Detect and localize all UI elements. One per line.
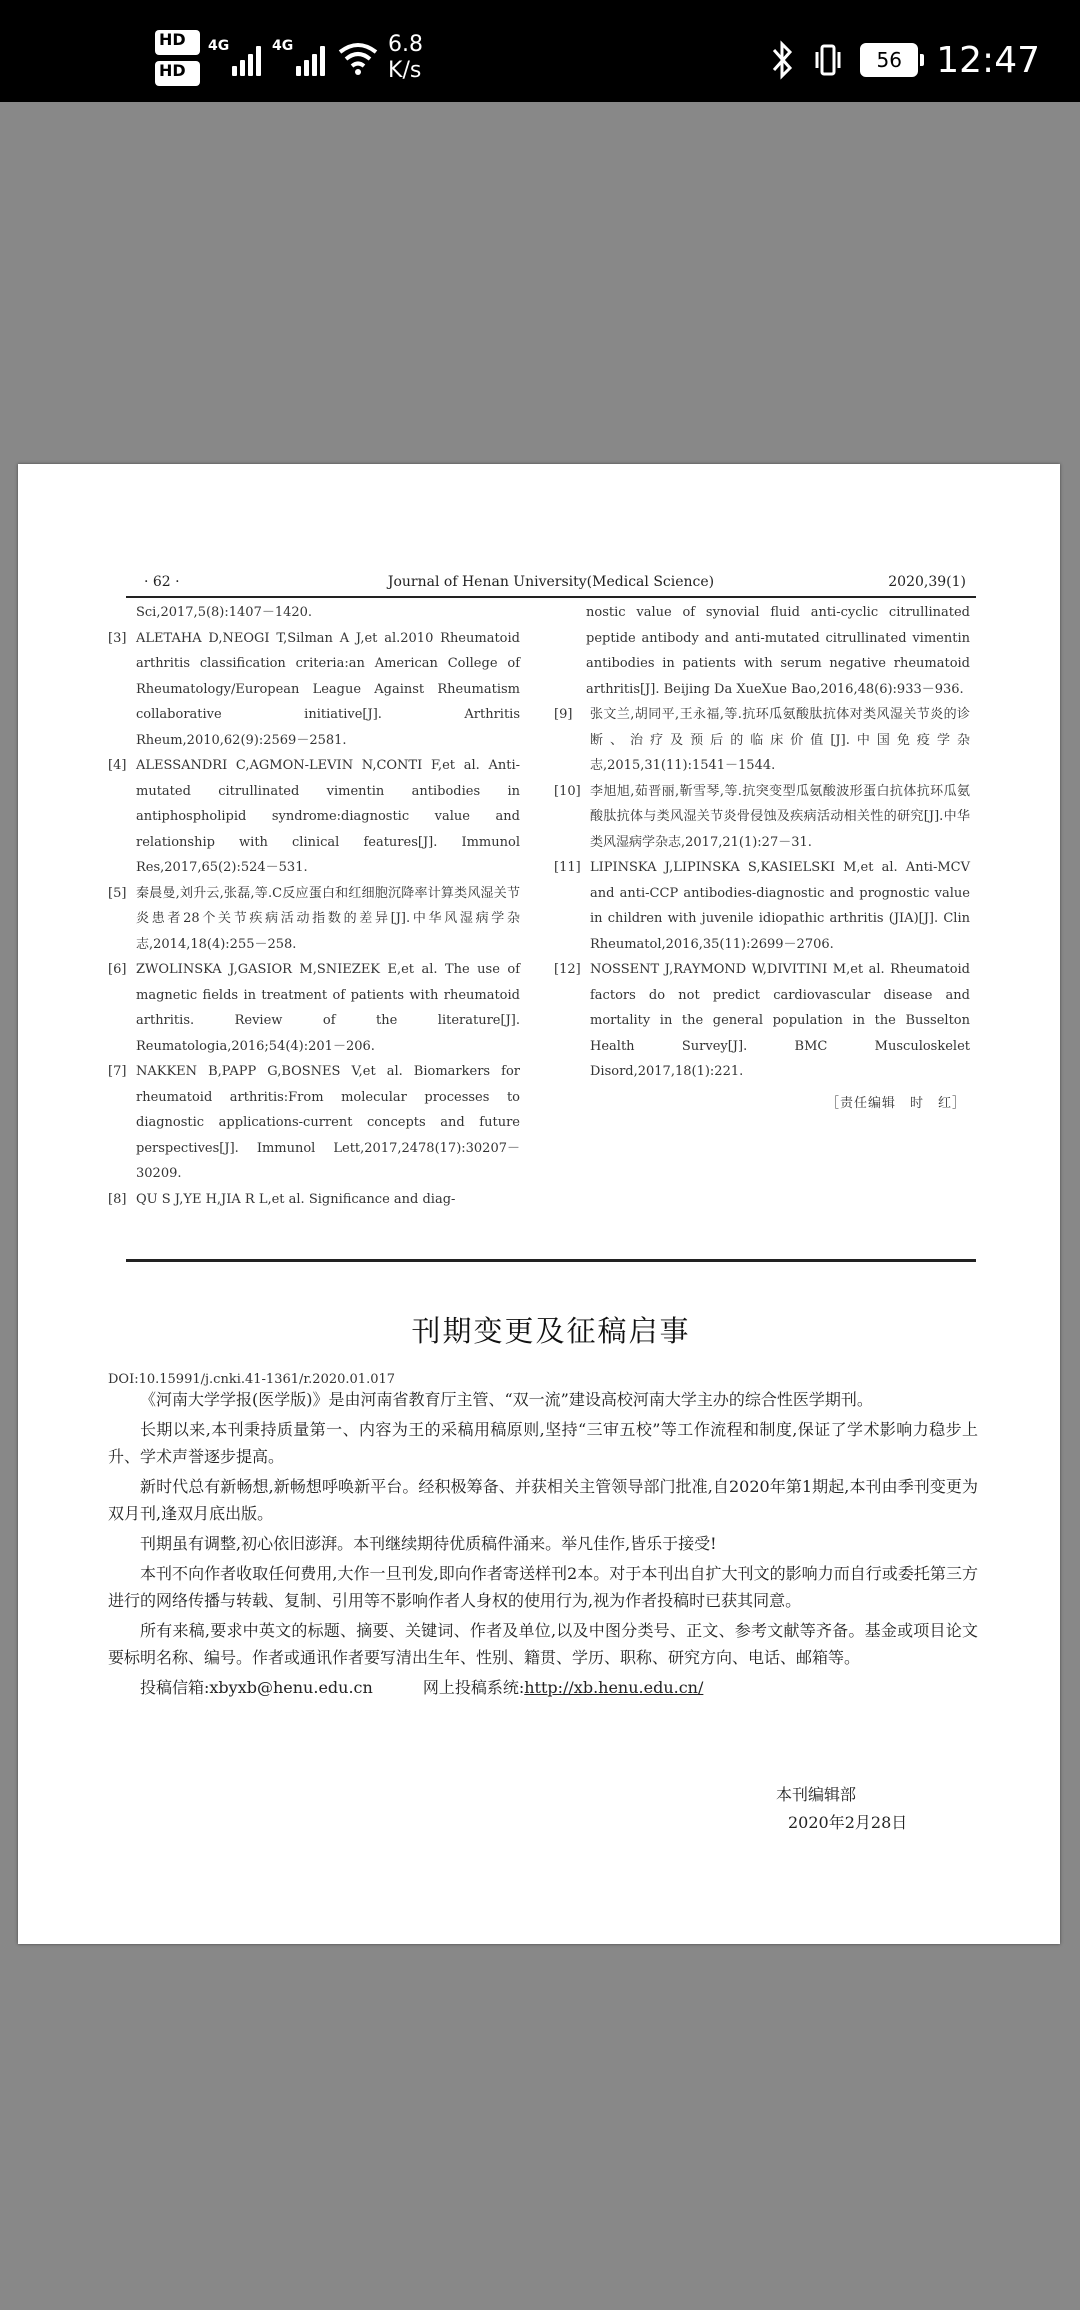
reference-continuation: Sci,2017,5(8):1407－1420. bbox=[136, 605, 313, 620]
notice-paragraph-4: 刊期虽有调整,初心依旧澎湃。本刊继续期待优质稿件涌来。举凡佳作,皆乐于接受! bbox=[140, 1534, 717, 1553]
contact-line bbox=[108, 1674, 978, 1701]
page-number: · 62 · bbox=[144, 574, 180, 590]
reference-5: [5] 秦晨曼,刘升云,张磊,等.C反应蛋白和红细胞沉降率计算类风湿关节炎患者28个关节疾病活动指数的差异[J].中华风湿病学杂志,2014,18(4):255－258. bbox=[108, 885, 520, 952]
notice-date: 2020年2月28日 bbox=[788, 1813, 908, 1832]
web-label: 网上投稿系统: bbox=[422, 1678, 525, 1697]
references-right-column bbox=[554, 600, 970, 1116]
wifi-icon bbox=[338, 40, 378, 76]
notice-paragraph-1: 《河南大学学报(医学版)》是由河南省教育厅主管、“双一流”建设高校河南大学主办的综合性医学期刊。 bbox=[140, 1390, 873, 1409]
section-divider bbox=[126, 1259, 976, 1262]
reference-9: [9] 张文兰,胡同平,王永福,等.抗环瓜氨酸肽抗体对类风湿关节炎的诊断、治疗及预后的临床价值[J].中国免疫学杂志,2015,31(11):1541－1544. bbox=[554, 707, 970, 773]
network-speed: 6.8 K/s bbox=[388, 32, 424, 83]
vibrate-icon bbox=[814, 40, 842, 80]
hd1-badge: HD $_1$ bbox=[155, 30, 200, 55]
reference-11: [11] LIPINSKA J,LIPINSKA S,KASIELSKI M,et al. Anti-MCV and anti-CCP antibodies-diagnostic and prognostic value in children with juvenile idiopathic arthritis (JIA)[J]. Clin Rheumatol,2016,35(11):2699－2706. bbox=[554, 860, 970, 952]
references-left-column bbox=[108, 600, 520, 1212]
year-volume: 2020,39(1) bbox=[888, 574, 966, 590]
reference-6: [6] ZWOLINSKA J,GASIOR M,SNIEZEK E,et al. The use of magnetic fields in treatment of patients with rheumatoid arthritis. Review of the literature[J]. Reumatologia,2016;54(4):201－206. bbox=[108, 962, 520, 1054]
hd2-badge: HD $_2$ bbox=[155, 61, 200, 86]
email-label: 投稿信箱: bbox=[140, 1678, 210, 1697]
journal-name: Journal of Henan University(Medical Science) bbox=[387, 574, 715, 590]
notice-paragraph-5: 本刊不向作者收取任何费用,大作一旦刊发,即向作者寄送样刊2本。对于本刊出自扩大刊文的影响力而自行或委托第三方进行的网络传播与转载、复制、引用等不影响作者人身权的使用行为,视为作者投稿时已获其同意。 bbox=[108, 1564, 978, 1610]
status-right-group bbox=[768, 30, 1040, 90]
email-address[interactable]: xbyxb@henu.edu.cn bbox=[209, 1678, 373, 1697]
running-header bbox=[126, 572, 976, 594]
status-left-group bbox=[155, 28, 423, 88]
signal-1-icon: 4G bbox=[210, 40, 264, 76]
notice-title: 刊期变更及征稿启事 bbox=[411, 1314, 691, 1348]
reference-3: [3] ALETAHA D,NEOGI T,Silman A J,et al.2010 Rheumatoid arthritis classification criteria:an American College of Rheumatology/European League Against Rheumatism collaborative initiative[J]. Arthritis Rheum,2010,62(9):2569－2581. bbox=[108, 630, 520, 748]
notice-body bbox=[108, 1386, 978, 1704]
clock: 12:47 bbox=[936, 39, 1040, 81]
editorial-signature: 本刊编辑部 bbox=[776, 1785, 857, 1804]
reference-7: [7] NAKKEN B,PAPP G,BOSNES V,et al. Biomarkers for rheumatoid arthritis:From molecular processes to diagnostic applications-current concepts and future perspectives[J]. Immunol Lett,2017,2478(17):30207－30209. bbox=[108, 1064, 520, 1181]
document-page bbox=[18, 464, 1060, 1944]
notice-paragraph-6: 所有来稿,要求中英文的标题、摘要、关键词、作者及单位,以及中图分类号、正文、参考文献等齐备。基金或项目论文要标明名称、编号。作者或通讯作者要写清出生年、性别、籍贯、学历、职称、研究方向、电话、邮箱等。 bbox=[108, 1621, 978, 1667]
reference-8: [8] QU S J,YE H,JIA R L,et al. Significance and diag- bbox=[108, 1191, 456, 1207]
status-bar bbox=[0, 0, 1080, 102]
battery-icon: 56 bbox=[860, 43, 918, 77]
reference-10: [10] 李旭旭,茹晋丽,靳雪琴,等.抗突变型瓜氨酸波形蛋白抗体抗环瓜氨酸肽抗体与类风湿关节炎骨侵蚀及疾病活动相关性的研究[J].中华类风湿病学杂志,2017,21(1):27－31. bbox=[554, 783, 970, 850]
submission-link[interactable]: http://xb.henu.edu.cn/ bbox=[524, 1678, 704, 1697]
notice-paragraph-3: 新时代总有新畅想,新畅想呼唤新平台。经积极筹备、并获相关主管领导部门批准,自2020年第1期起,本刊由季刊变更为双月刊,逢双月底出版。 bbox=[108, 1477, 978, 1523]
header-rule bbox=[126, 596, 976, 598]
reference-4: [4] ALESSANDRI C,AGMON-LEVIN N,CONTI F,et al. Anti-mutated citrullinated vimentin antibodies in antiphospholipid syndrome:diagnostic value and relationship with clinical features[J]. Immunol Res,2017,65(2):524－531. bbox=[108, 758, 520, 875]
doi: DOI:10.15991/j.cnki.41-1361/r.2020.01.017 bbox=[108, 1372, 396, 1387]
hd-indicators bbox=[155, 30, 200, 86]
responsible-editor: ［责任编辑 时 红］ bbox=[825, 1095, 966, 1111]
notice-paragraph-2: 长期以来,本刊秉持质量第一、内容为王的采稿用稿原则,坚持“三审五校”等工作流程和制度,保证了学术影响力稳步上升、学术声誉逐步提高。 bbox=[108, 1420, 978, 1466]
signal-2-icon: 4G bbox=[274, 40, 328, 76]
reference-continuation: nostic value of synovial fluid anti-cyclic citrullinated peptide antibody and anti-mutated citrullinated vimentin antibodies in patients with serum negative rheumatoid arthritis[J]. Beijing Da XueXue Bao,2016,48(6):933－936. bbox=[586, 605, 970, 697]
bluetooth-icon bbox=[768, 40, 796, 80]
reference-12: [12] NOSSENT J,RAYMOND W,DIVITINI M,et al. Rheumatoid factors do not predict cardiovascular disease and mortality in the general population in the Busselton Health Survey[J]. BMC Musculoskelet Disord,2017,18(1):221. bbox=[554, 962, 970, 1079]
